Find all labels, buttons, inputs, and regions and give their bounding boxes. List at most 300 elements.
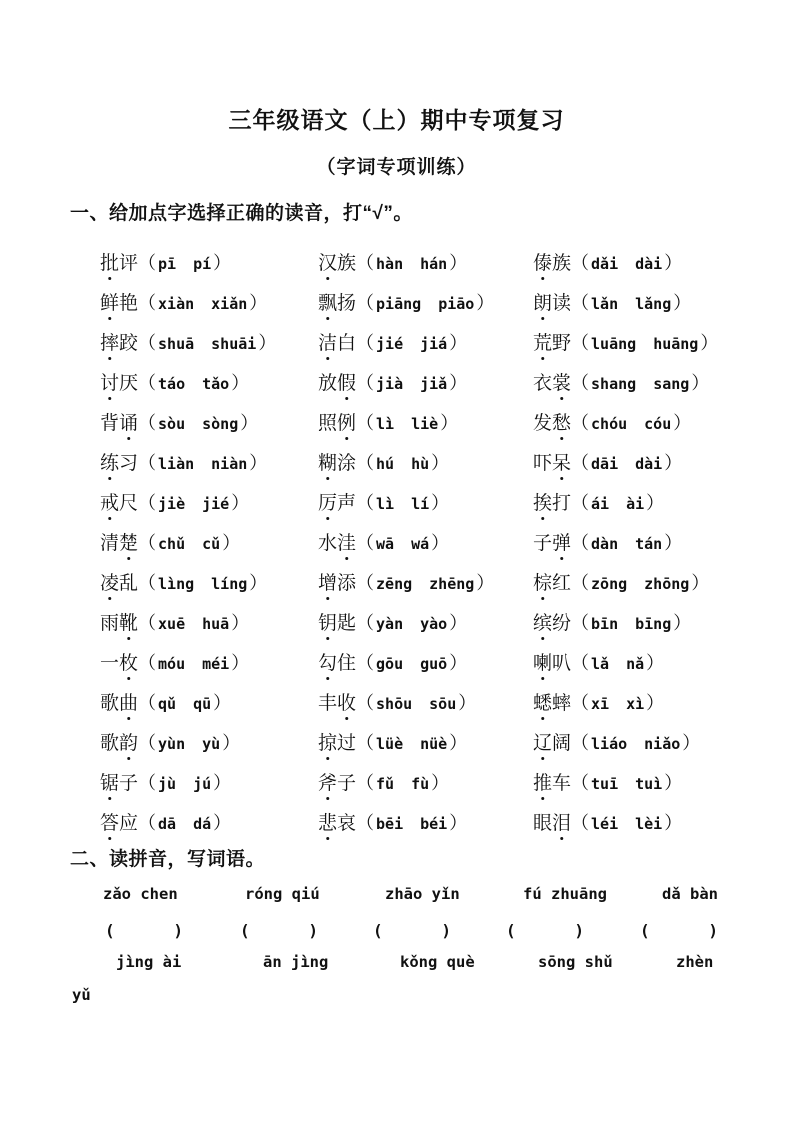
paren-close: ） bbox=[431, 493, 450, 514]
paren-open: （ bbox=[138, 373, 157, 394]
paren-open: （ bbox=[138, 733, 157, 754]
word-text bbox=[533, 452, 571, 474]
character: 子 bbox=[533, 532, 553, 554]
paren-open: （ bbox=[138, 773, 157, 794]
answer-blank bbox=[373, 921, 451, 940]
dotted-character: 裳 bbox=[552, 372, 572, 394]
pinyin-word: dǎ bàn bbox=[662, 885, 718, 903]
word-text bbox=[100, 612, 138, 634]
paren-open: （ bbox=[571, 453, 590, 474]
page-title: 三年级语文（上）期中专项复习 bbox=[228, 107, 565, 133]
character: 照 bbox=[318, 412, 338, 434]
blank-close-paren: ) bbox=[308, 921, 318, 940]
word-text bbox=[318, 252, 356, 274]
paren-open: （ bbox=[356, 533, 375, 554]
word-text bbox=[533, 612, 571, 634]
dotted-character: 推 bbox=[533, 772, 553, 794]
word-text bbox=[100, 332, 138, 354]
pinyin-option-2: shuāi bbox=[211, 335, 257, 353]
word-entry bbox=[533, 490, 718, 530]
paren-open: （ bbox=[356, 773, 375, 794]
pinyin-option-2: sòng bbox=[202, 415, 239, 433]
character: 习 bbox=[119, 452, 139, 474]
word-entry bbox=[318, 770, 494, 810]
word-entry bbox=[100, 490, 276, 530]
pinyin-option-2: niàn bbox=[211, 455, 248, 473]
pinyin-option-2: bīng bbox=[635, 615, 672, 633]
word-entry bbox=[100, 530, 276, 570]
pinyin-option-2: béi bbox=[420, 815, 448, 833]
character: 蟀 bbox=[552, 692, 572, 714]
pinyin-option-1: lüè bbox=[376, 735, 404, 753]
section-one-heading: 一、给加点字选择正确的读音，打“√”。 bbox=[70, 203, 413, 224]
word-entry bbox=[100, 410, 276, 450]
word-text bbox=[533, 732, 571, 754]
word-entry bbox=[318, 290, 494, 330]
blank-open-paren: ( bbox=[240, 921, 250, 940]
pinyin-option-2: xì bbox=[626, 695, 645, 713]
section-two-heading: 二、读拼音，写词语。 bbox=[70, 849, 266, 870]
pinyin-option-1: gōu bbox=[376, 655, 404, 673]
answer-blank bbox=[506, 921, 584, 940]
dotted-character: 曲 bbox=[119, 692, 139, 714]
pinyin-option-2: sang bbox=[653, 375, 690, 393]
paren-close: ） bbox=[691, 373, 710, 394]
blank-open-paren: ( bbox=[105, 921, 115, 940]
pinyin-option-1: wā bbox=[376, 535, 395, 553]
dotted-character: 汉 bbox=[318, 252, 338, 274]
character: 衣 bbox=[533, 372, 553, 394]
pinyin-option-1: hàn bbox=[376, 255, 404, 273]
word-text bbox=[318, 652, 356, 674]
paren-close: ） bbox=[213, 773, 232, 794]
pinyin-option-2: lí bbox=[411, 495, 430, 513]
paren-close: ） bbox=[646, 493, 665, 514]
paren-close: ） bbox=[664, 533, 683, 554]
paren-open: （ bbox=[356, 453, 375, 474]
word-entry bbox=[100, 370, 276, 410]
pinyin-option-1: bīn bbox=[591, 615, 619, 633]
paren-open: （ bbox=[138, 693, 157, 714]
paren-close: ） bbox=[249, 573, 268, 594]
paren-open: （ bbox=[356, 653, 375, 674]
paren-open: （ bbox=[571, 773, 590, 794]
dotted-character: 泪 bbox=[552, 812, 572, 834]
word-entry bbox=[533, 370, 718, 410]
word-entry bbox=[318, 730, 494, 770]
word-entry bbox=[318, 530, 494, 570]
character: 跤 bbox=[119, 332, 139, 354]
blank-close-paren: ) bbox=[574, 921, 584, 940]
paren-close: ） bbox=[231, 613, 250, 634]
word-text bbox=[533, 532, 571, 554]
answer-blank bbox=[240, 921, 318, 940]
word-text bbox=[100, 452, 138, 474]
paren-open: （ bbox=[571, 413, 590, 434]
paren-open: （ bbox=[571, 573, 590, 594]
pinyin-word: sōng shǔ bbox=[538, 953, 613, 971]
paren-open: （ bbox=[571, 533, 590, 554]
pinyin-option-1: móu bbox=[158, 655, 186, 673]
paren-open: （ bbox=[356, 373, 375, 394]
character: 族 bbox=[337, 252, 357, 274]
word-text bbox=[318, 572, 356, 594]
pinyin-word: róng qiú bbox=[245, 885, 320, 903]
paren-close: ） bbox=[440, 413, 459, 434]
paren-close: ） bbox=[476, 573, 495, 594]
character: 雨 bbox=[100, 612, 120, 634]
word-text bbox=[100, 492, 138, 514]
pinyin-option-1: yàn bbox=[376, 615, 404, 633]
word-entry bbox=[533, 330, 718, 370]
dotted-character: 棕 bbox=[533, 572, 553, 594]
word-entry bbox=[100, 450, 276, 490]
word-entry bbox=[100, 770, 276, 810]
dotted-character: 弹 bbox=[552, 532, 572, 554]
dotted-character: 讨 bbox=[100, 372, 120, 394]
pinyin-option-1: shuā bbox=[158, 335, 195, 353]
pinyin-option-1: piāng bbox=[376, 295, 422, 313]
dotted-character: 例 bbox=[337, 412, 357, 434]
paren-open: （ bbox=[571, 253, 590, 274]
paren-open: （ bbox=[356, 733, 375, 754]
dotted-character: 傣 bbox=[533, 252, 553, 274]
paren-open: （ bbox=[356, 253, 375, 274]
paren-close: ） bbox=[431, 453, 450, 474]
word-entry bbox=[533, 450, 718, 490]
answer-blank bbox=[640, 921, 718, 940]
pinyin-option-2: tǎo bbox=[202, 375, 230, 393]
character: 艳 bbox=[119, 292, 139, 314]
pinyin-option-1: lǎ bbox=[591, 655, 610, 673]
pinyin-option-2: jú bbox=[193, 775, 212, 793]
pinyin-option-1: lìng bbox=[158, 575, 195, 593]
character: 阔 bbox=[552, 732, 572, 754]
pinyin-option-1: ái bbox=[591, 495, 610, 513]
pinyin-option-2: tuì bbox=[635, 775, 663, 793]
pinyin-option-2: líng bbox=[211, 575, 248, 593]
paren-open: （ bbox=[571, 613, 590, 634]
paren-open: （ bbox=[138, 453, 157, 474]
pinyin-option-1: léi bbox=[591, 815, 619, 833]
word-entry bbox=[318, 690, 494, 730]
paren-close: ） bbox=[673, 613, 692, 634]
character: 添 bbox=[337, 572, 357, 594]
paren-open: （ bbox=[138, 333, 157, 354]
character: 住 bbox=[337, 652, 357, 674]
paren-open: （ bbox=[571, 493, 590, 514]
character: 吓 bbox=[533, 452, 553, 474]
paren-open: （ bbox=[571, 333, 590, 354]
word-entry bbox=[318, 370, 494, 410]
blank-open-paren: ( bbox=[640, 921, 650, 940]
paren-close: ） bbox=[458, 693, 477, 714]
word-text bbox=[318, 292, 356, 314]
word-text bbox=[318, 532, 356, 554]
pinyin-option-1: dāi bbox=[591, 455, 619, 473]
paren-open: （ bbox=[138, 813, 157, 834]
character: 野 bbox=[552, 332, 572, 354]
paren-close: ） bbox=[673, 293, 692, 314]
dotted-character: 洼 bbox=[337, 532, 357, 554]
word-text bbox=[318, 492, 356, 514]
word-entry bbox=[100, 250, 276, 290]
word-text bbox=[318, 692, 356, 714]
dotted-character: 凌 bbox=[100, 572, 120, 594]
paren-close: ） bbox=[231, 373, 250, 394]
dotted-character: 摔 bbox=[100, 332, 120, 354]
paren-close: ） bbox=[240, 413, 259, 434]
pinyin-option-1: chǔ bbox=[158, 535, 186, 553]
pinyin-option-2: méi bbox=[202, 655, 230, 673]
pinyin-option-1: liáo bbox=[591, 735, 628, 753]
dotted-character: 愁 bbox=[552, 412, 572, 434]
word-text bbox=[533, 652, 571, 674]
dotted-character: 鲜 bbox=[100, 292, 120, 314]
pinyin-word: zhèn bbox=[676, 953, 714, 971]
pinyin-option-2: hán bbox=[420, 255, 448, 273]
dotted-character: 糊 bbox=[318, 452, 338, 474]
word-entry bbox=[533, 250, 718, 290]
character: 放 bbox=[318, 372, 338, 394]
paren-close: ） bbox=[673, 413, 692, 434]
pinyin-option-2: jiá bbox=[420, 335, 448, 353]
character: 子 bbox=[119, 772, 139, 794]
character: 涂 bbox=[337, 452, 357, 474]
paren-open: （ bbox=[356, 333, 375, 354]
character: 厌 bbox=[119, 372, 139, 394]
word-text bbox=[318, 332, 356, 354]
pinyin-option-1: xī bbox=[591, 695, 610, 713]
word-entry bbox=[100, 730, 276, 770]
paren-close: ） bbox=[476, 293, 495, 314]
word-entry bbox=[533, 650, 718, 690]
paren-close: ） bbox=[431, 533, 450, 554]
paren-close: ） bbox=[449, 813, 468, 834]
pinyin-option-2: zhōng bbox=[644, 575, 690, 593]
pinyin-word: zhāo yǐn bbox=[385, 885, 460, 903]
pinyin-option-1: xuē bbox=[158, 615, 186, 633]
character: 扬 bbox=[337, 292, 357, 314]
pinyin-option-1: zōng bbox=[591, 575, 628, 593]
pinyin-option-1: dàn bbox=[591, 535, 619, 553]
word-text bbox=[318, 412, 356, 434]
paren-close: ） bbox=[258, 333, 277, 354]
pinyin-option-1: jià bbox=[376, 375, 404, 393]
dotted-character: 靴 bbox=[119, 612, 139, 634]
paren-open: （ bbox=[356, 573, 375, 594]
paren-open: （ bbox=[571, 653, 590, 674]
blank-close-paren: ) bbox=[441, 921, 451, 940]
pinyin-option-2: cóu bbox=[644, 415, 672, 433]
word-text bbox=[533, 572, 571, 594]
character: 歌 bbox=[100, 692, 120, 714]
word-text bbox=[318, 772, 356, 794]
dotted-character: 诵 bbox=[119, 412, 139, 434]
paren-close: ） bbox=[664, 813, 683, 834]
dotted-character: 枚 bbox=[119, 652, 139, 674]
word-text bbox=[100, 732, 138, 754]
word-text bbox=[100, 372, 138, 394]
word-text bbox=[318, 612, 356, 634]
paren-close: ） bbox=[664, 773, 683, 794]
word-entry bbox=[318, 330, 494, 370]
page-subtitle: （字词专项训练） bbox=[316, 156, 477, 178]
word-text bbox=[100, 772, 138, 794]
word-entry bbox=[318, 410, 494, 450]
character: 评 bbox=[119, 252, 139, 274]
character: 红 bbox=[552, 572, 572, 594]
pinyin-option-2: nǎ bbox=[626, 655, 645, 673]
character: 车 bbox=[552, 772, 572, 794]
character: 打 bbox=[552, 492, 572, 514]
pinyin-option-2: qū bbox=[193, 695, 212, 713]
word-entry bbox=[533, 610, 718, 650]
paren-close: ） bbox=[691, 573, 710, 594]
word-text bbox=[318, 812, 356, 834]
character: 应 bbox=[119, 812, 139, 834]
pinyin-option-2: tán bbox=[635, 535, 663, 553]
pinyin-option-2: nüè bbox=[420, 735, 448, 753]
paren-open: （ bbox=[138, 293, 157, 314]
dotted-character: 荒 bbox=[533, 332, 553, 354]
word-text bbox=[533, 812, 571, 834]
paren-close: ） bbox=[449, 373, 468, 394]
pinyin-word: ān jìng bbox=[263, 953, 329, 971]
pinyin-word: jìng ài bbox=[116, 953, 182, 971]
pinyin-word: fú zhuāng bbox=[523, 885, 607, 903]
paren-close: ） bbox=[664, 453, 683, 474]
pinyin-option-1: sòu bbox=[158, 415, 186, 433]
paren-open: （ bbox=[571, 733, 590, 754]
pinyin-option-1: dǎi bbox=[591, 255, 619, 273]
character: 纷 bbox=[552, 612, 572, 634]
word-text bbox=[533, 412, 571, 434]
pinyin-word-wrap: yǔ bbox=[72, 986, 91, 1004]
dotted-character: 挨 bbox=[533, 492, 553, 514]
pinyin-option-1: liàn bbox=[158, 455, 195, 473]
paren-open: （ bbox=[138, 533, 157, 554]
pinyin-option-2: pí bbox=[193, 255, 212, 273]
pinyin-option-2: niǎo bbox=[644, 735, 681, 753]
word-text bbox=[318, 452, 356, 474]
paren-close: ） bbox=[449, 253, 468, 274]
word-text bbox=[533, 692, 571, 714]
paren-open: （ bbox=[571, 693, 590, 714]
word-entry bbox=[318, 450, 494, 490]
character: 背 bbox=[100, 412, 120, 434]
word-text bbox=[100, 652, 138, 674]
paren-close: ） bbox=[222, 533, 241, 554]
word-column bbox=[533, 250, 718, 850]
paren-close: ） bbox=[449, 733, 468, 754]
word-text bbox=[318, 372, 356, 394]
character: 白 bbox=[337, 332, 357, 354]
dotted-character: 洁 bbox=[318, 332, 338, 354]
word-text bbox=[533, 332, 571, 354]
dotted-character: 朗 bbox=[533, 292, 553, 314]
paren-open: （ bbox=[571, 293, 590, 314]
word-entry bbox=[318, 650, 494, 690]
pinyin-option-1: fǔ bbox=[376, 775, 395, 793]
character: 水 bbox=[318, 532, 338, 554]
paren-open: （ bbox=[138, 413, 157, 434]
pinyin-option-1: hú bbox=[376, 455, 395, 473]
paren-open: （ bbox=[356, 293, 375, 314]
dotted-character: 假 bbox=[337, 372, 357, 394]
paren-close: ） bbox=[700, 333, 719, 354]
word-entry bbox=[100, 330, 276, 370]
character: 读 bbox=[552, 292, 572, 314]
dotted-character: 勾 bbox=[318, 652, 338, 674]
pinyin-word: kǒng què bbox=[400, 953, 475, 971]
character: 清 bbox=[100, 532, 120, 554]
character: 匙 bbox=[337, 612, 357, 634]
pinyin-option-2: lèi bbox=[635, 815, 663, 833]
pinyin-option-1: luāng bbox=[591, 335, 637, 353]
pinyin-option-2: ài bbox=[626, 495, 645, 513]
character: 哀 bbox=[337, 812, 357, 834]
character: 子 bbox=[337, 772, 357, 794]
word-entry bbox=[533, 290, 718, 330]
word-text bbox=[318, 732, 356, 754]
paren-open: （ bbox=[138, 653, 157, 674]
dotted-character: 钥 bbox=[318, 612, 338, 634]
blank-open-paren: ( bbox=[373, 921, 383, 940]
character: 眼 bbox=[533, 812, 553, 834]
blank-open-paren: ( bbox=[506, 921, 516, 940]
dotted-character: 呆 bbox=[552, 452, 572, 474]
pinyin-option-2: guō bbox=[420, 655, 448, 673]
pinyin-option-2: xiǎn bbox=[211, 295, 248, 313]
pinyin-option-2: fù bbox=[411, 775, 430, 793]
paren-close: ） bbox=[231, 653, 250, 674]
dotted-character: 缤 bbox=[533, 612, 553, 634]
word-entry bbox=[318, 610, 494, 650]
paren-close: ） bbox=[682, 733, 701, 754]
word-text bbox=[533, 292, 571, 314]
paren-close: ） bbox=[646, 693, 665, 714]
word-text bbox=[100, 812, 138, 834]
blank-close-paren: ) bbox=[173, 921, 183, 940]
pinyin-option-1: shang bbox=[591, 375, 637, 393]
word-text bbox=[100, 532, 138, 554]
pinyin-option-2: yào bbox=[420, 615, 448, 633]
character: 乱 bbox=[119, 572, 139, 594]
pinyin-option-1: shōu bbox=[376, 695, 413, 713]
word-entry bbox=[318, 490, 494, 530]
paren-close: ） bbox=[449, 653, 468, 674]
paren-open: （ bbox=[356, 493, 375, 514]
dotted-character: 斧 bbox=[318, 772, 338, 794]
word-entry bbox=[318, 250, 494, 290]
word-text bbox=[533, 372, 571, 394]
paren-close: ） bbox=[449, 333, 468, 354]
dotted-character: 楚 bbox=[119, 532, 139, 554]
character: 族 bbox=[552, 252, 572, 274]
dotted-character: 韵 bbox=[119, 732, 139, 754]
dotted-character: 悲 bbox=[318, 812, 338, 834]
word-entry bbox=[533, 410, 718, 450]
word-entry bbox=[100, 290, 276, 330]
pinyin-option-1: jiè bbox=[158, 495, 186, 513]
character: 叭 bbox=[552, 652, 572, 674]
pinyin-option-1: yùn bbox=[158, 735, 186, 753]
word-text bbox=[100, 412, 138, 434]
dotted-character: 批 bbox=[100, 252, 120, 274]
pinyin-option-1: chóu bbox=[591, 415, 628, 433]
dotted-character: 锯 bbox=[100, 772, 120, 794]
